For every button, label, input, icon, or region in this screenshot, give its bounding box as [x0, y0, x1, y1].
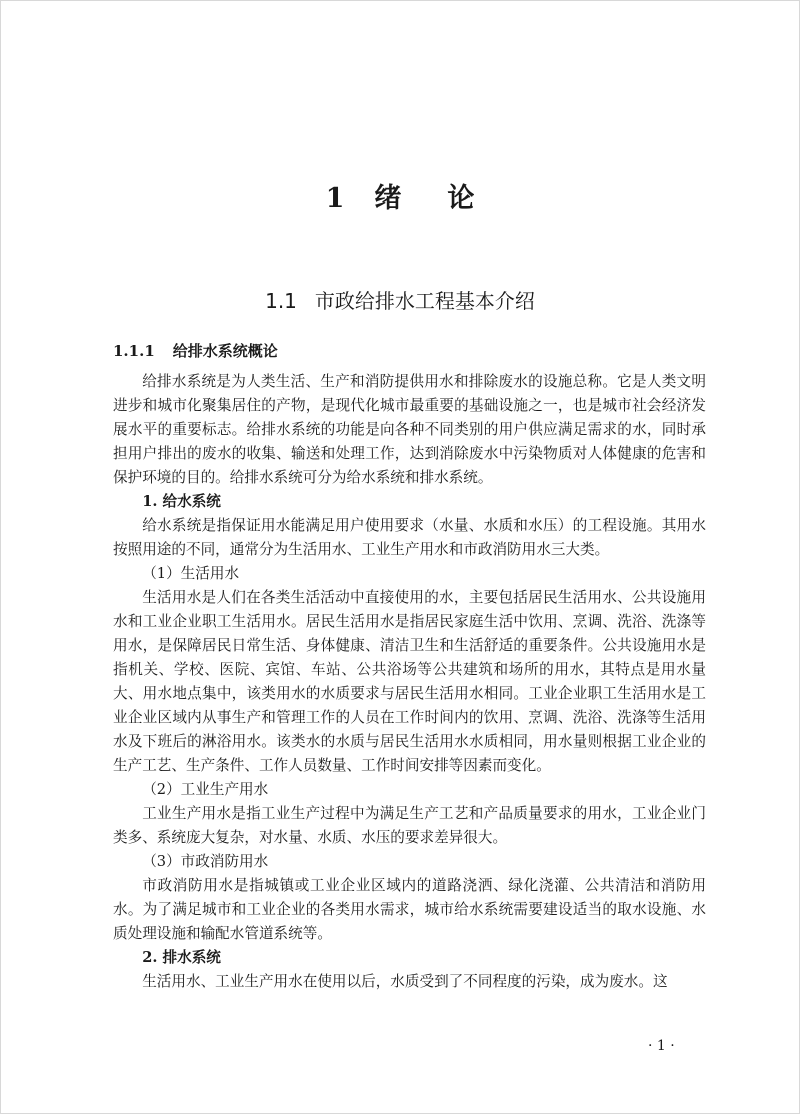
subheading-municipal-fire-water: （3）市政消防用水	[142, 853, 269, 870]
chapter-title-part1: 绪	[374, 183, 402, 214]
subsection-heading	[113, 340, 278, 361]
page-number: · 1 ·	[648, 1038, 675, 1054]
section-number: 1.1	[265, 289, 297, 313]
section-title	[0, 285, 800, 314]
industrial-water-paragraph: 工业生产用水是指工业生产过程中为满足生产工艺和产品质量要求的用水，工业企业门类多、系统庞大复杂，对水量、水质、水压的要求差异很大。	[113, 805, 706, 846]
heading-water-supply: 1. 给水系统	[142, 493, 221, 510]
subheading-industrial-water: （2）工业生产用水	[142, 781, 269, 798]
heading-drainage-system: 2. 排水系统	[142, 949, 221, 966]
water-supply-paragraph: 给水系统是指保证用水能满足用户使用要求（水量、水质和水压）的工程设施。其用水按照用途的不同，通常分为生活用水、工业生产用水和市政消防用水三大类。	[113, 517, 706, 558]
drainage-paragraph: 生活用水、工业生产用水在使用以后，水质受到了不同程度的污染，成为废水。这	[142, 973, 668, 990]
subsection-number: 1.1.1	[113, 342, 155, 360]
chapter-title-part2: 论	[447, 183, 475, 214]
chapter-number: 1	[325, 183, 345, 214]
chapter-title	[0, 176, 800, 215]
body-text	[113, 370, 706, 994]
municipal-fire-water-paragraph: 市政消防用水是指城镇或工业企业区域内的道路浇洒、绿化浇灌、公共清洁和消防用水。为了满足城市和工业企业的各类用水需求，城市给水系统需要建设适当的取水设施、水质处理设施和输配水管道系统等。	[113, 877, 706, 942]
subsection-title: 给排水系统概论	[172, 342, 278, 360]
intro-paragraph: 给排水系统是为人类生活、生产和消防提供用水和排除废水的设施总称。它是人类文明进步和城市化聚集居住的产物，是现代化城市最重要的基础设施之一，也是城市社会经济发展水平的重要标志。给排水系统的功能是向各种不同类别的用户供应满足需求的水，同时承担用户排出的废水的收集、输送和处理工作，达到消除废水中污染物质对人体健康的危害和保护环境的目的。给排水系统可分为给水系统和排水系统。	[113, 373, 706, 486]
section-title-text: 市政给排水工程基本介绍	[314, 289, 535, 313]
subheading-domestic-water: （1）生活用水	[142, 565, 240, 582]
domestic-water-paragraph: 生活用水是人们在各类生活活动中直接使用的水，主要包括居民生活用水、公共设施用水和工业企业职工生活用水。居民生活用水是指居民家庭生活中饮用、烹调、洗浴、洗涤等用水，是保障居民日常生活、身体健康、清洁卫生和生活舒适的重要条件。公共设施用水是指机关、学校、医院、宾馆、车站、公共浴场等公共建筑和场所的用水，其特点是用水量大、用水地点集中，该类用水的水质要求与居民生活用水相同。工业企业职工生活用水是工业企业区域内从事生产和管理工作的人员在工作时间内的饮用、烹调、洗浴、洗涤等生活用水及下班后的淋浴用水。该类水的水质与居民生活用水水质相同，用水量则根据工业企业的生产工艺、生产条件、工作人员数量、工作时间安排等因素而变化。	[113, 589, 706, 774]
